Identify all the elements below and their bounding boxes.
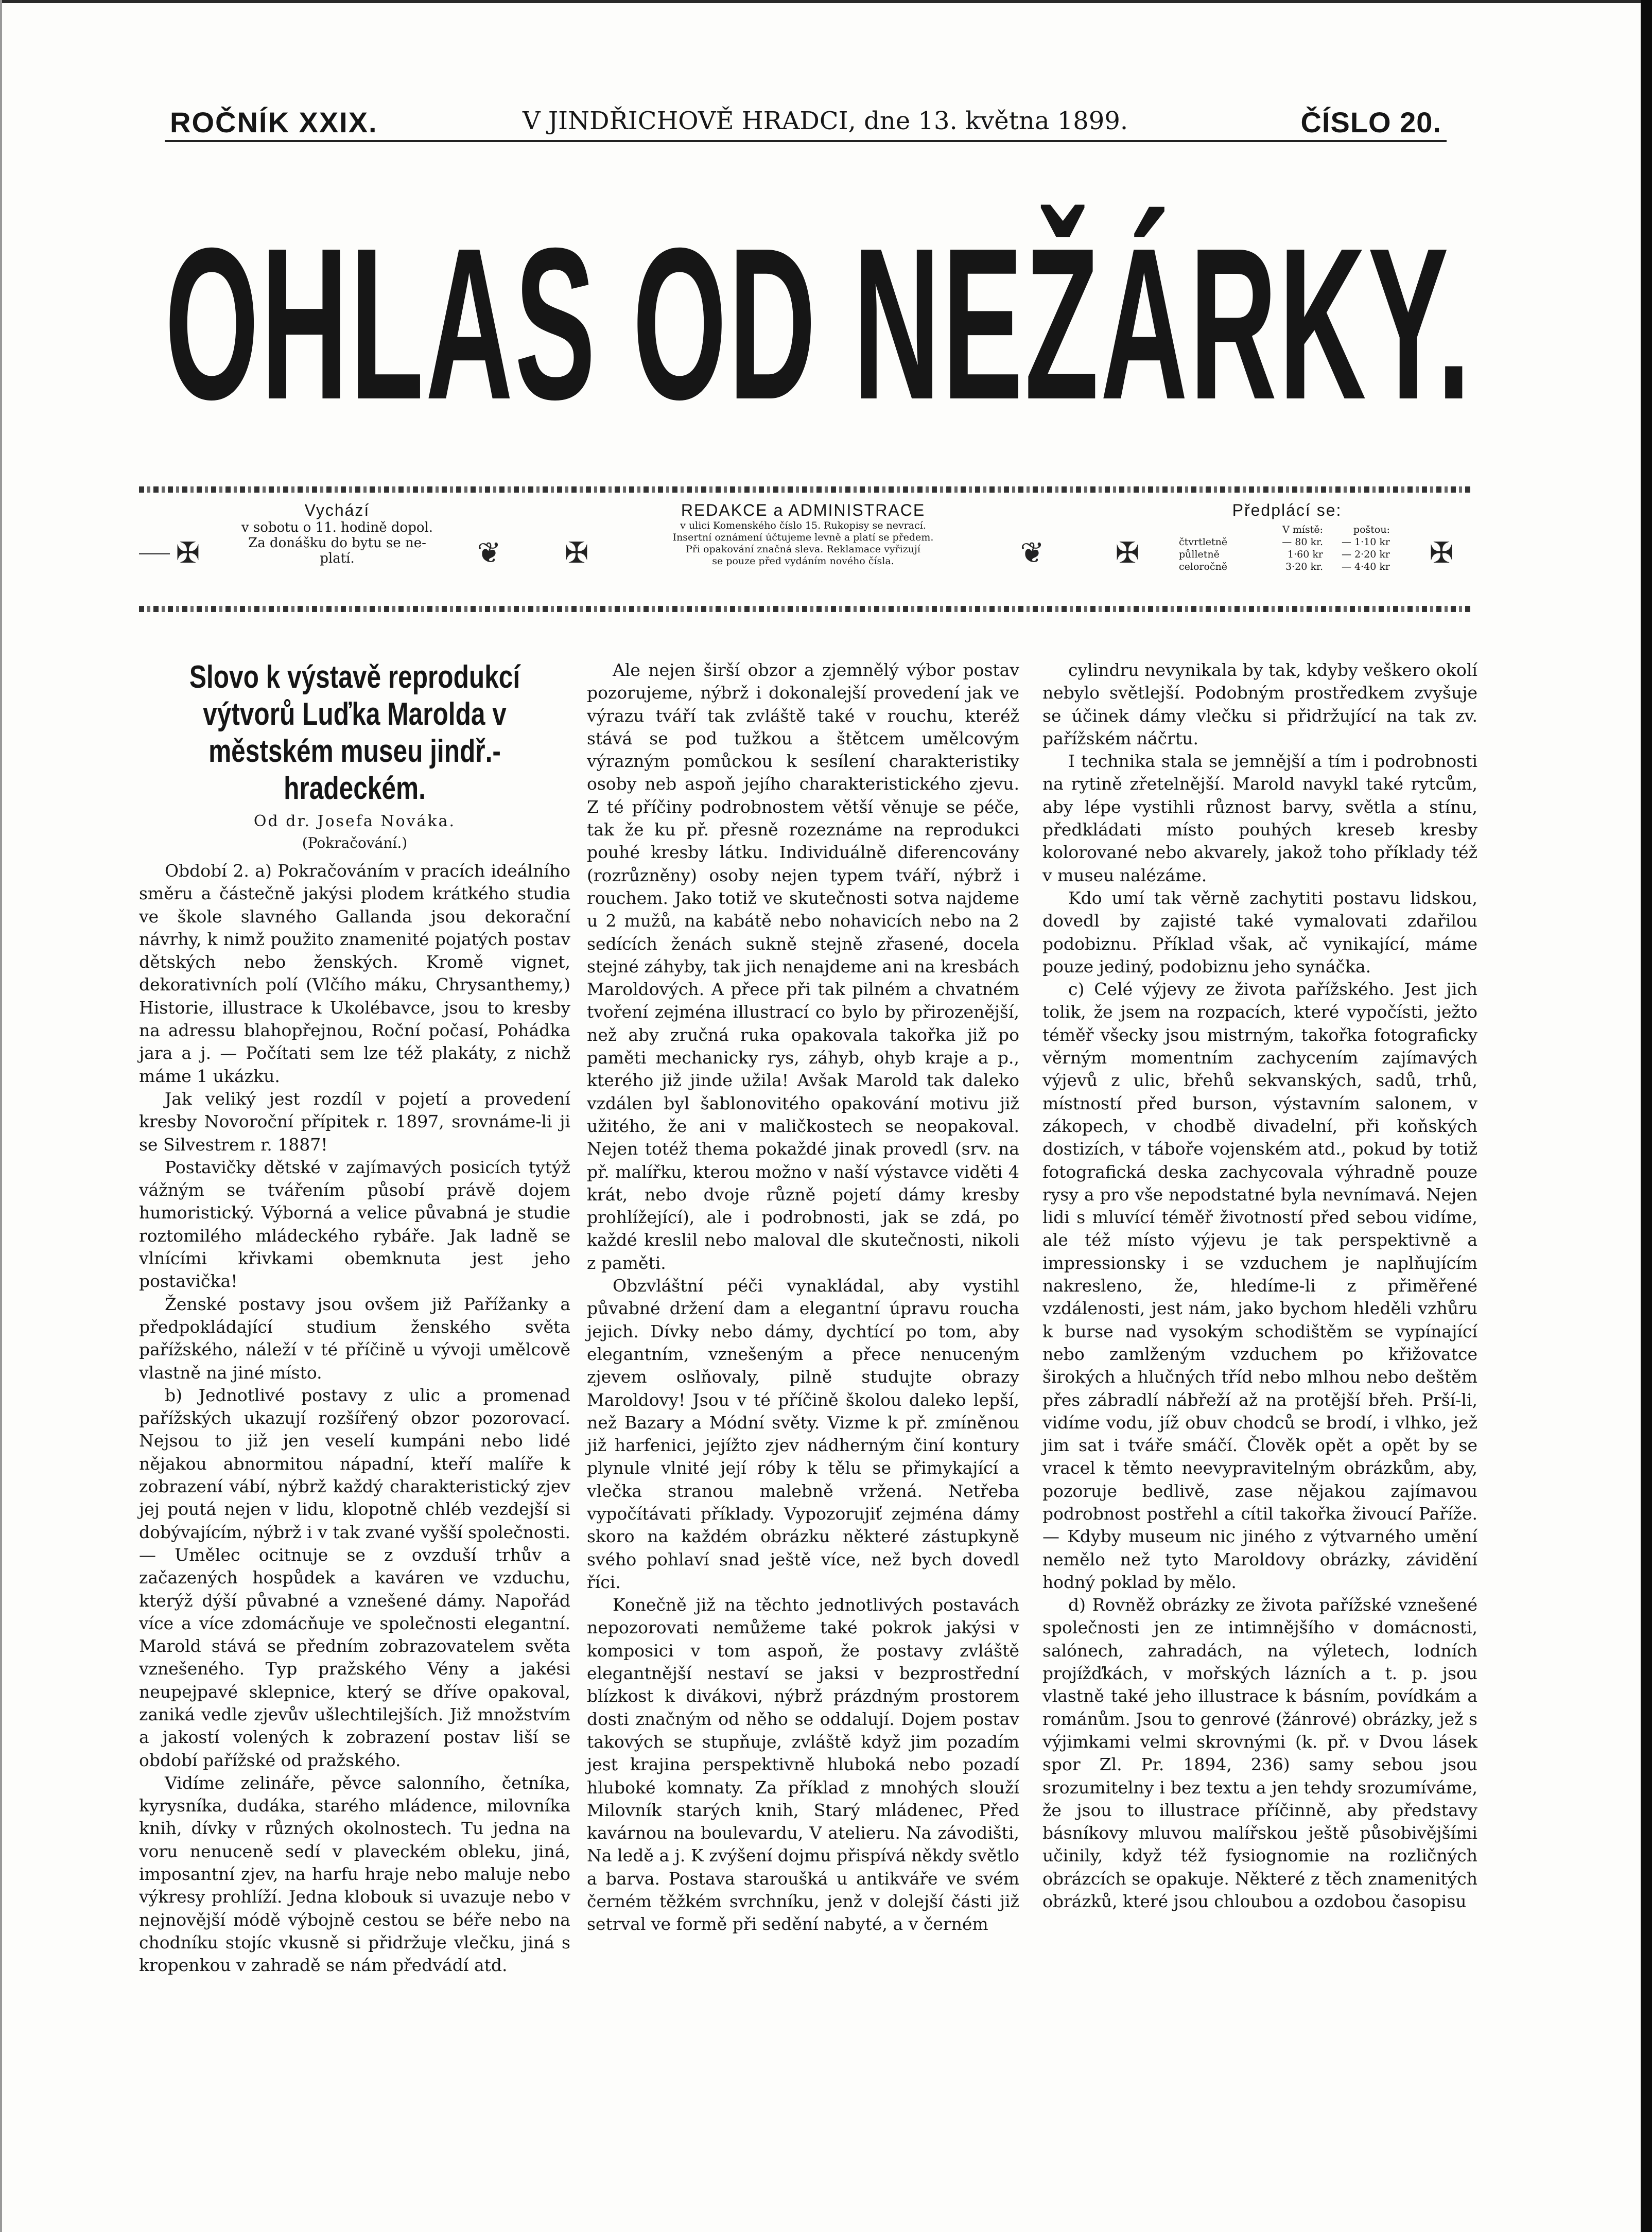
paragraph: Období 2. a) Pokračováním v pracích ideálního směru a částečně jakýsi plodem krátkého studia ve škole slavného Gallanda jsou dekorační návrhy, k nimž použito znamenité pojatých postav dětských nebo ženských. Kromě vignet, dekorativních polí (Vlčího máku, Chrysanthemy,) Historie, illustrace k Ukolébavce, jsou to kresby na adressu blahopřejnou, Roční počasí, Pohádka jara a j. — Počítati sem lze též plakáty, z nichž máme 1 ukázku.: [139, 861, 570, 1086]
article-byline: Od dr. Josefa Nováka.: [253, 812, 456, 830]
ornament-icon: ✠: [1115, 536, 1140, 570]
price-post: — 4·40 kr: [1342, 561, 1390, 572]
scan-edge-right: [1641, 0, 1652, 2232]
price-row: [1179, 561, 1390, 573]
price-row: [1179, 548, 1390, 561]
editorial-line: Insertní oznámení účtujeme levně a platí se předem.: [672, 532, 934, 543]
paragraph: cylindru nevynikala by tak, kdyby veškero okolí nebylo světlejší. Podobným prostředkem zvyšuje se účinek dámy vlečku si přidržující na tak zv. pařížském náčrtu.: [1042, 660, 1477, 748]
paragraph: Vidíme zelináře, pěvce salonního, četníka, kyrysníka, dudáka, starého mládence, milovníka knih, dívky v různých okolnostech. Tu jedna na voru nenuceně sedí v plaveckém obleku, jiná, imposantní zjev, na harfu hraje nebo maluje nebo výkresy prohlíží. Jedna klobouk si uvazuje nebo v nejnovější módě výbojně cestou se béře nebo na chodníku stojíc vkusně si přidržuje vlečku, jiná s kropenkou v zahradě se nám předvádí atd.: [139, 1772, 570, 1976]
price-period: čtvrtletně: [1179, 536, 1228, 548]
ornament-icon: ❦: [1020, 536, 1045, 570]
price-local: — 80 kr.: [1282, 536, 1323, 548]
publication-line: Za donášku do bytu se ne-: [248, 535, 426, 551]
column-2: [587, 659, 1019, 1936]
column-3: [1042, 659, 1477, 1913]
paragraph: Postavičky dětské v zajímavých posicích tytýž vážným se tvářením působí právě dojem humoristický. Výborná a velice půvabná je studie roztomilého mládeckého rybáře. Jak ladně se vlnícími křivkami obemknuta jest jeho postavička!: [139, 1157, 570, 1292]
editorial-head: REDAKCE a ADMINISTRACE: [681, 501, 926, 519]
editorial-info: [607, 501, 999, 604]
paragraph: d) Rovněž obrázky ze života pařížské vznešené společnosti jen ze intimnějšího v domácnosti, salónech, zahradách, na výletech, lodních projížďkách, v mořských lázních a t. p. jsou vlastně také jeho illustrace k básním, povídkám a románům. Jsou to genrové (žánrové) obrázky, jež s výjimkami velmi skrovnými (k. př. v Dvou lásek spor Zl. Pr. 1894, 236) samy sebou jsou srozumitelny i bez textu a jen tehdy srozumíváme, že jsou to illustrace příčinně, aby představy básníkovy mluvou malířskou ještě působivějšími učinily, když též fysiognomie na rozličných obrázcích se opakuje. Některé z těch znamenitých obrázků, které jsou chloubou a ozdobou časopisu: [1042, 1595, 1477, 1912]
price-period: půlletně: [1179, 549, 1220, 560]
price-local: 3·20 kr.: [1285, 561, 1323, 572]
paragraph: Ženské postavy jsou ovšem již Pařížanky a předpokládající studium ženského světa pařížského, náleží v té příčině u vývoji umělcově vlastně na jiné místo.: [139, 1294, 570, 1383]
paragraph: Kdo umí tak věrně zachytiti postavu lidskou, dovedl by zajisté také vymalovati zdařilou podobiznu. Příklad však, ač vynikající, máme pouze jediný, podobiznu jeho synáčka.: [1042, 887, 1477, 976]
ornament-icon: ✠: [176, 536, 200, 570]
ornament-icon: ✠: [564, 536, 589, 570]
ornament-icon: ✠: [1429, 536, 1454, 570]
price-col-local: V místě:: [1282, 524, 1323, 535]
editorial-line: se pouze před vydáním nového čísla.: [712, 555, 894, 567]
paragraph: c) Celé výjevy ze života pařížského. Jest jich tolik, že jsem na rozpacích, které vypočísti, ježto téměř všecky jsou mistrným, takořka fotograficky věrným momentním zachycením zajímavých výjevů z ulic, břehů sekvanských, sadů, trhů, místností před burson, výstavním salonem, v zákopech, v chodbě divadelní, při koňských dostizích, v táboře vojenském atd., pokud by totiž fotografická deska zachycovala výhradně pouze rysy a pro vše nepodstatné byla nevnímavá. Nejen lidi s mluvící téměř životností před sebou vidíme, ale též místo výjevu je tak perspektivně a impressionsky i se vzduchem je naplňujícím nakresleno, že, hledíme-li z přiměřené vzdálenosti, jest nám, jako bychom hleděli vzhůru k burse nad vysokým schodištěm se vypínající nebo zamlženým vzduchem po křižovatce širokých a hlučných tříd nebo mlhou nebo deštěm přes zábradlí nábřeží až na protější břeh. Prší-li, vidíme vodu, jíž obuv chodců se brodí, i vlhko, jež jim sat i tváře smáčí. Člověk opět a opět by se vracel k těmto neevypravitelným obrázkům, aby, pozoruje bedlivě, zase nějakou zajímavou podrobnost postřehl a cítil takořka živoucí Paříže. — Kdyby museum nic jiného z výtvarného umění nemělo než tyto Maroldovy obrázky, závidění hodný poklad by mělo.: [1042, 979, 1477, 1592]
price-post: — 2·20 kr: [1342, 549, 1390, 560]
subscription-info: [1158, 501, 1416, 604]
paragraph: Ι technika stala se jemnější a tím i podrobnosti na rytině zřetelnější. Marold navykl také rytcům, aby lépe vystihli různost barvy, světla a stínu, předkládati místo pouhých kreseb kresby kolorované nebo akvarely, jakož toho příklady též v museu nalézáme.: [1042, 751, 1477, 885]
newspaper-title: OHLAS OD NEŽÁRKY.: [165, 203, 1472, 445]
info-rule-bottom: [139, 606, 1472, 612]
info-bar: [139, 486, 1472, 618]
scan-edge-left: [0, 0, 2, 2232]
volume-label: ROČNÍK XXIX.: [170, 106, 378, 138]
place-date: V JINDŘICHOVĚ HRADCI, dne 13. května 1899.: [523, 107, 1128, 135]
masthead-rule: [165, 140, 1447, 142]
publication-line: v sobotu o 11. hodině dopol.: [241, 520, 433, 535]
scan-edge-top: [0, 0, 1652, 3]
paragraph: Ale nejen širší obzor a zjemnělý výbor postav pozorujeme, nýbrž i dokonalejší provedení jak ve výrazu tváří tak zvláště také v rouchu, kteréž stává se pod tužkou a štětcem umělcovým výrazným pomůckou k sesílení charakteristiky osoby neb aspoň jejího charakteristického zjevu. Z té příčiny podrobnostem větší věnuje se péče, tak že ku př. přesně rozeznáme na reprodukci pouhé kresby látku. Individuálně diferencovány (rozrůzněny) osoby nejen typem tváří, nýbrž i rouchem. Jako totiž ve skutečnosti sotva najdeme u 2 mužů, na kabátě nebo nohavicích nebo na 2 sedících ženách sukně stejně zřasené, docela stejné záhyby, tak jich nenajdeme ani na kresbách Maroldových. A přece při tak pilném a chvatném tvoření zejména illustrací co bylo by přirozenější, než aby zručná ruka opakovala takořka již po paměti mechanicky rys, záhyb, ohyb kraje a p., kterého již jinde užila! Avšak Marold tak daleko vzdálen byl šablonovitého opakování motivu již užitého, že ani v maličkostech se neopakoval. Nejen totéž thema pokaždé jinak provedl (srv. na př. malířku, kterou možno v naší výstavce viděti 4 krát, nebo dvoje různě pojetí dámy kresby prohlížející), ale i podrobnosti, jak se zdá, po každé kreslil nebo maloval dle skutečnosti, nikoli z paměti.: [587, 660, 1019, 1273]
ornament-icon: ❦: [477, 536, 501, 570]
paragraph: Jak veliký jest rozdíl v pojetí a provedení kresby Novoroční přípitek r. 1897, srovnáme-li ji se Silvestrem r. 1887!: [139, 1088, 570, 1155]
paragraph: b) Jednotlivé postavy z ulic a promenad pařížských ukazují rozšířený obzor pozorovací. Nejsou to již jen veselí kumpáni nebo lidé nějakou abnormitou nápadní, kteří malíře k zobrazení vábí, nýbrž každý charakteristický zjev jej poutá nejen v lidu, klopotně chléb vezdejší si dobývajícím, nýbrž i v tak zvané vyšší společnosti. — Umělec ocitnuje se z ovzduší trhův a začazených hospůdek a kaváren ve vzduchu, kterýž dýší půvabné a vznešené dámy. Napořád více a více zdomácňuje ve společnosti elegantní. Marold stává se předním zobrazovatelem světa vznešeného. Typ pražského Vény a jakési neupejpavé sklepnice, který se dříve opakoval, zaniká vedle zjevův ušlechtilejších. Již množstvím a jakostí volených k zobrazení postav liší se období pařížské od pražského.: [139, 1385, 570, 1770]
article-title: Slovo k výstavě reprodukcí výtvorů Luďka Marolda v městském museu jindř.-hradeckém.: [189, 659, 520, 806]
publication-line: platí.: [320, 551, 355, 566]
editorial-line: Při opakování značná sleva. Reklamace vyřizují: [686, 544, 920, 555]
article-continued: (Pokračování.): [302, 834, 408, 851]
masthead-line: [170, 106, 1441, 142]
publication-head: Vychází: [304, 501, 370, 519]
issue-number: ČÍSLO 20.: [1300, 106, 1441, 138]
price-header: [1179, 524, 1390, 536]
price-post: — 1·10 kr: [1342, 536, 1390, 548]
paragraph: Konečně již na těchto jednotlivých postavách nepozorovati nemůžeme také pokrok jakýsi v komposici v tom aspoň, že postavy zvláště elegantnější nestaví se jaksi v bezprostřední blízkost k divákovi, nýbrž prázdným prostorem dosti značným od něho se oddalují. Dojem postav takových se stupňuje, zvláště když jim pozadím jest krajina perspektivně hluboká nebo pozadí hluboké komnaty. Za příklad z mnohých slouží Milovník starých knih, Starý mládenec, Před kavárnou na boulevardu, V atelieru. Na závodišti, Na ledě a j. K zvýšení dojmu přispívá někdy světlo a barva. Postava staroušká u antikváře ve svém černém těžkém svrchníku, jenž v dolejší části již setrval ve formě při sedění nabyté, a v černém: [587, 1595, 1019, 1934]
info-rule-top: [139, 486, 1472, 493]
price-row: [1179, 536, 1390, 548]
price-col-post: poštou:: [1353, 524, 1390, 535]
price-table: [1179, 524, 1390, 573]
editorial-line: v ulici Komenského číslo 15. Rukopisy se nevrací.: [680, 520, 926, 531]
price-period: celoročně: [1179, 561, 1228, 572]
publication-info: [216, 501, 458, 604]
column-1: [139, 659, 570, 1977]
paragraph: Obzvláštní péči vynakládal, aby vystihl půvabné držení dam a elegantní úpravu roucha jejich. Dívky nebo dámy, dychtící po tom, aby elegantním, vznešeným a přece nenuceným zjevem oslňovaly, pilně studujte obrazy Maroldovy! Jsou v té příčině školou daleko lepší, než Bazary a Módní světy. Vizme k př. zmíněnou již harfenici, jejížto zjev nádherným činí kontury plynule vlnité její róby k tělu se přimykající a vlečka stranou malebně vržená. Netřeba vypočítávati příklady. Vypozorujiť zejména dámy skoro na každém obrázku některé zástupkyně svého pohlaví snad ještě více, než bych dovedl říci.: [587, 1276, 1019, 1592]
price-local: 1·60 kr: [1288, 549, 1323, 560]
subscription-head: Předplácí se:: [1232, 501, 1342, 519]
